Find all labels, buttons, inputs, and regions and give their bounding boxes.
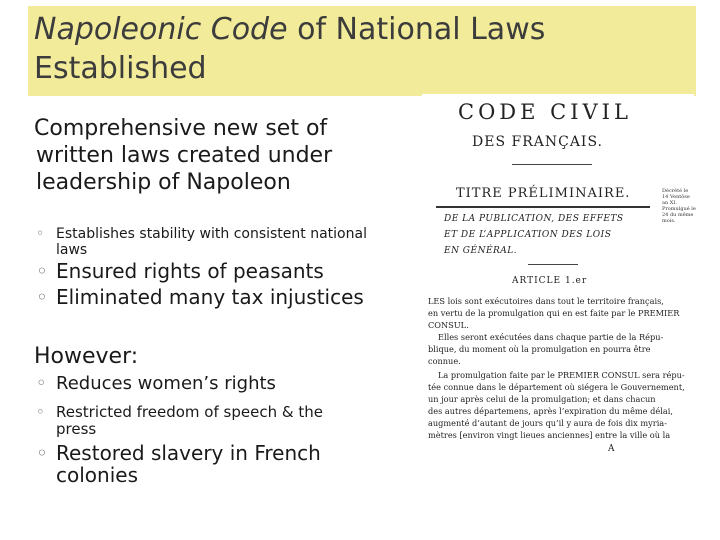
sub-3-line1: Eliminated many tax injustices (56, 285, 364, 309)
p2-sub-3-line2: colonies (56, 463, 138, 487)
point1-line1: Comprehensive new set of (34, 116, 328, 141)
point1-sub-1 (36, 226, 416, 258)
sub-2-line1: Ensured rights of peasants (56, 259, 324, 283)
doc-para3-l1: La promulgation faite par le PREMIER CONSUL sera répu- (438, 370, 685, 380)
doc-para3-l4: des autres départemens, après l’expiration du même délai, (428, 406, 673, 416)
circle-bullet-icon: ◦ (36, 373, 47, 394)
doc-article: ARTICLE 1.er (512, 276, 588, 286)
p2-sub-2-line1: Restricted freedom of speech & the (56, 403, 323, 421)
doc-subheading: DES FRANÇAIS. (472, 134, 603, 150)
doc-heading: CODE CIVIL (458, 100, 632, 124)
p2-sub-1-line1: Reduces women’s rights (56, 373, 276, 394)
circle-bullet-icon: ◦ (36, 403, 45, 421)
doc-para2-l3: connue. (428, 356, 461, 366)
point1-line3: leadership of Napoleon (36, 170, 291, 195)
circle-bullet-icon: ◦ (36, 441, 48, 465)
title-rest: of National Laws (287, 12, 546, 47)
doc-para1-l3: CONSUL. (428, 320, 469, 330)
p2-sub-3-line1: Restored slavery in French (56, 441, 321, 465)
doc-para1-l2: en vertu de la promulgation qui en est faite par le PREMIER (428, 308, 680, 318)
doc-titre: TITRE PRÉLIMINAIRE. (456, 186, 631, 201)
doc-divider (512, 164, 592, 165)
doc-para3-l2: tée connue dans le département où siégera le Gouvernement, (428, 382, 685, 392)
title-banner (28, 6, 696, 96)
point2-sub-3 (36, 442, 416, 486)
sub-1-line2: laws (56, 242, 88, 258)
point1-sub-3 (36, 286, 416, 308)
doc-para3-l3: un jour après celui de la promulgation; et dans chacun (428, 394, 656, 404)
code-civil-document-image (422, 94, 694, 460)
title-line2: Established (34, 51, 207, 86)
point1-sub-2 (36, 260, 416, 282)
sub-1-line1: Establishes stability with consistent national (56, 226, 367, 242)
doc-sub-line1: DE LA PUBLICATION, DES EFFETS (444, 214, 624, 224)
doc-small-rule (528, 264, 578, 265)
doc-margin-note: Décrété le 14 Ventôse an XI. Promulgué le 24 du même mois. (662, 188, 696, 224)
point1-first-line (14, 116, 327, 142)
point1-line2: written laws created under (36, 143, 333, 168)
doc-para3-l6: mètres [environ vingt lieues anciennes] entre la ville où la (428, 430, 671, 440)
doc-sub-line3: EN GÉNÉRAL. (444, 246, 518, 256)
doc-para3-l5: augmenté d’autant de jours qu’il y aura de fois dix myria- (428, 418, 667, 428)
doc-signature-mark: A (608, 444, 615, 454)
doc-para2-l1: Elles seront exécutées dans chaque partie de la Répu- (438, 332, 664, 342)
doc-para1-l1: LES lois sont exécutoires dans tout le territoire français, (428, 296, 664, 306)
title-italic-part: Napoleonic Code (34, 12, 288, 47)
point2-first-line (14, 344, 138, 370)
point2-sub-1 (36, 374, 416, 394)
doc-sub-line2: ET DE L’APPLICATION DES LOIS (444, 230, 612, 240)
circle-bullet-icon: ◦ (36, 285, 48, 309)
circle-bullet-icon: ◦ (36, 226, 45, 242)
point2-sub-2 (36, 404, 416, 438)
circle-bullet-icon: ◦ (36, 259, 48, 283)
doc-thick-rule (436, 206, 650, 208)
doc-para2-l2: blique, du moment où la promulgation en pourra être (428, 344, 651, 354)
p2-sub-2-line2: press (56, 420, 97, 438)
point2-label: However: (34, 344, 139, 369)
slide-title (34, 10, 694, 88)
